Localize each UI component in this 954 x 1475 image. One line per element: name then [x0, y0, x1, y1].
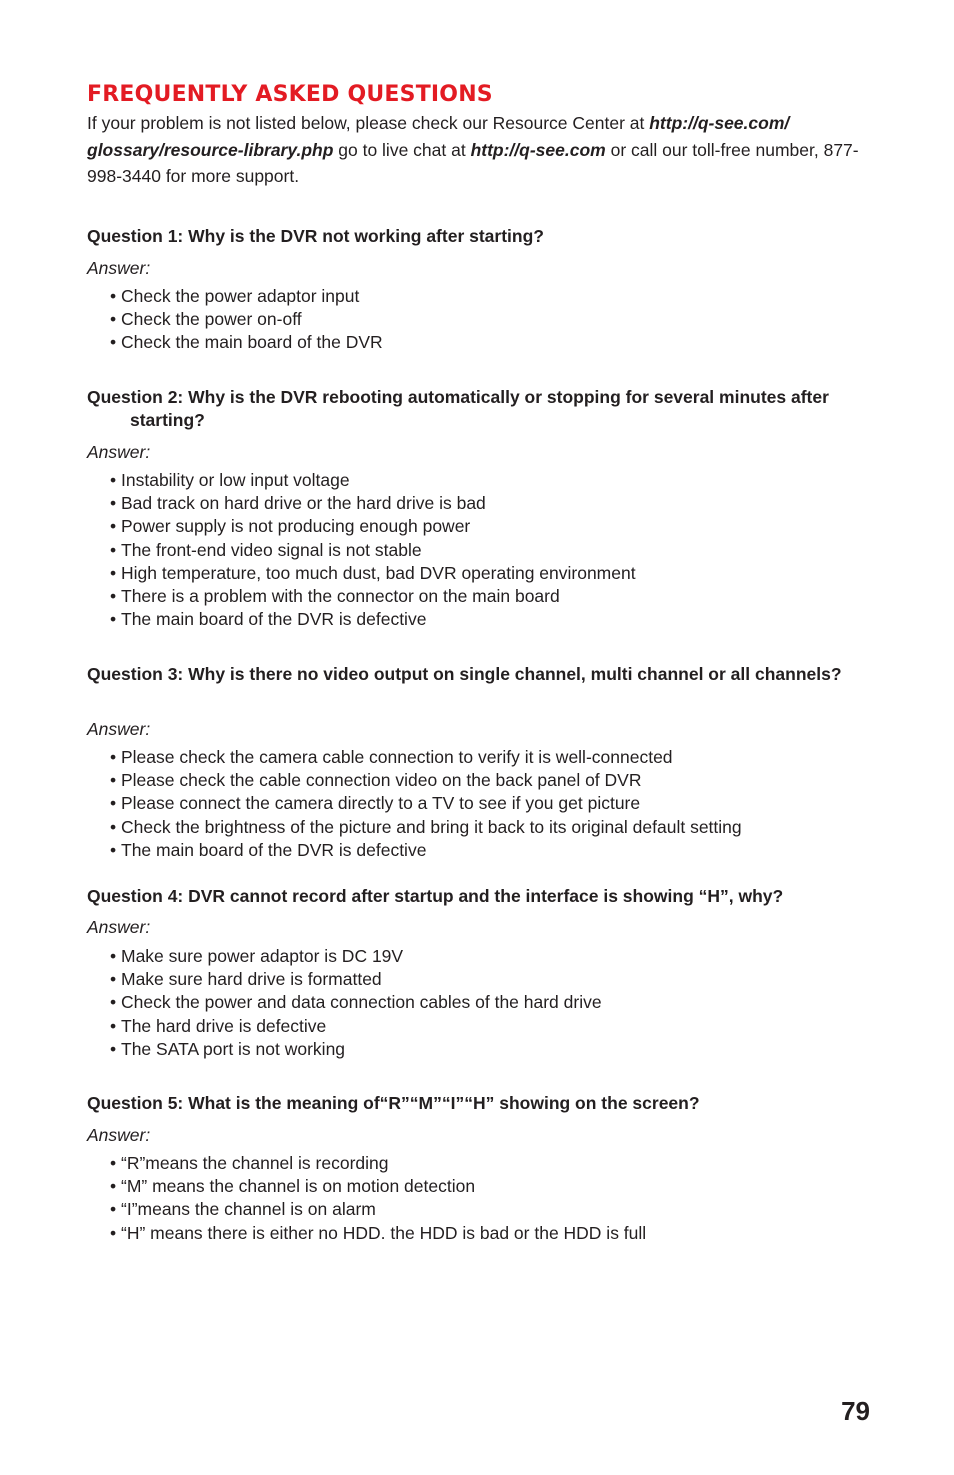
page-number: 79 — [841, 1396, 870, 1426]
list-item: • Make sure hard drive is formatted — [110, 968, 602, 991]
question-3-answer-label: Answer: — [87, 719, 151, 739]
question-2-title: Question 2: Why is the DVR rebooting automatically or stopping for several minutes after starting? — [87, 387, 829, 430]
list-item: • Please check the cable connection video on the back panel of DVR — [110, 769, 742, 792]
list-item: • “I”means the channel is on alarm — [110, 1198, 646, 1221]
list-item: • High temperature, too much dust, bad DVR operating environment — [110, 562, 636, 585]
live-chat-link[interactable]: http://q-see.com — [470, 139, 606, 160]
intro-paragraph — [87, 110, 867, 190]
question-3-title: Question 3: Why is there no video output on single channel, multi channel or all channels? — [87, 664, 842, 684]
list-item: • “R”means the channel is recording — [110, 1152, 646, 1175]
question-2-answer-label: Answer: — [87, 442, 151, 462]
question-4-answer-list — [110, 945, 602, 1061]
question-1-title: Question 1: Why is the DVR not working after starting? — [87, 226, 544, 246]
question-5-answer-list — [110, 1152, 646, 1245]
list-item: • Check the main board of the DVR — [110, 331, 383, 354]
list-item: • Check the brightness of the picture and bring it back to its original default setting — [110, 816, 742, 839]
list-item: • Please check the camera cable connection to verify it is well-connected — [110, 746, 742, 769]
question-5-title: Question 5: What is the meaning of“R”“M”“I”“H” showing on the screen? — [87, 1093, 700, 1113]
list-item: • The hard drive is defective — [110, 1015, 602, 1038]
list-item: • Check the power adaptor input — [110, 285, 383, 308]
list-item: • Make sure power adaptor is DC 19V — [110, 945, 602, 968]
question-4-answer-label: Answer: — [87, 917, 151, 937]
question-1-answer-list — [110, 285, 383, 355]
question-4-title: Question 4: DVR cannot record after startup and the interface is showing “H”, why? — [87, 886, 784, 906]
intro-text-3: or call our toll-free number, 877-998-3440 for more support. — [87, 139, 859, 186]
list-item: • Power supply is not producing enough power — [110, 515, 636, 538]
list-item: • The main board of the DVR is defective — [110, 839, 742, 862]
list-item: • There is a problem with the connector on the main board — [110, 585, 636, 608]
list-item: • The main board of the DVR is defective — [110, 608, 636, 631]
question-5-answer-label: Answer: — [87, 1125, 151, 1145]
list-item: • The SATA port is not working — [110, 1038, 602, 1061]
list-item: • Instability or low input voltage — [110, 469, 636, 492]
list-item: • Check the power and data connection cables of the hard drive — [110, 991, 602, 1014]
intro-text-1: If your problem is not listed below, please check our Resource Center at — [87, 113, 650, 133]
list-item: • Check the power on-off — [110, 308, 383, 331]
list-item: • Please connect the camera directly to a TV to see if you get picture — [110, 792, 742, 815]
question-2-answer-list — [110, 469, 636, 631]
list-item: • Bad track on hard drive or the hard drive is bad — [110, 492, 636, 515]
list-item: • The front-end video signal is not stable — [110, 539, 636, 562]
resource-center-link[interactable]: http://q-see.com/ glossary/resource-library.php — [87, 113, 790, 160]
list-item: • “H” means there is either no HDD. the HDD is bad or the HDD is full — [110, 1222, 646, 1245]
intro-text-2: go to live chat at — [333, 139, 471, 160]
question-3-answer-list — [110, 746, 742, 862]
question-1-answer-label: Answer: — [87, 258, 151, 278]
page-title: FREQUENTLY ASKED QUESTIONS — [87, 82, 493, 107]
list-item: • “M” means the channel is on motion detection — [110, 1175, 646, 1198]
